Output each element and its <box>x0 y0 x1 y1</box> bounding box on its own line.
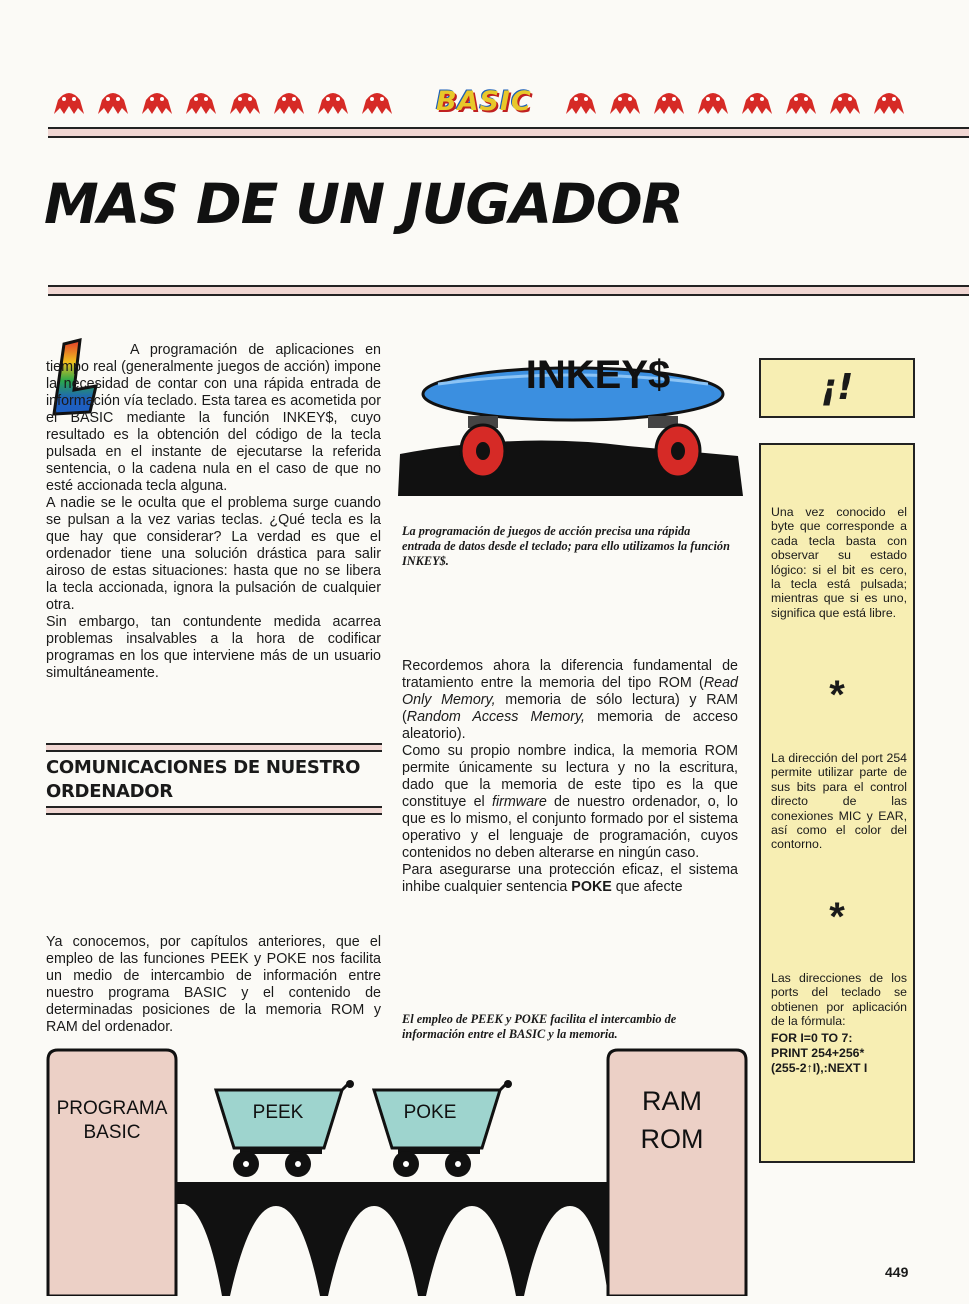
cart-peek-label: PEEK <box>252 1102 304 1123</box>
program-box <box>48 1050 176 1296</box>
text-run: que afecte <box>611 879 683 895</box>
section-rule-bottom <box>46 806 382 815</box>
space-invader-icon <box>562 86 600 116</box>
intro-paragraph-1: A programación de aplicaciones en tiempo real (generalmente juegos de acción) impone la necesidad de contar con una rápida entrada de información vía teclado. Esta tarea es acometida por el BASIC mediante la función INKEY$, cuyo resultado es la obtención del código de la tecla pulsada en el instante de ejecutarse la referida sentencia, o la cadena nula en el caso de que no esté accionada tecla alguna. <box>46 342 381 494</box>
inkey-caption: La programación de juegos de acción precisa una rápida entrada de datos desde el teclado; para ello utilizamos la función INKEY$. <box>402 524 730 568</box>
text-run: de nuestro ordenador, o, lo que es lo mismo, el conjunto formado por el sistema operativo y el lenguaje de programación, cuyos contenidos no deben alterarse en ningún caso. <box>402 794 738 861</box>
space-invader-icon <box>138 86 176 116</box>
text-run: Para asegurarse una protección eficaz, el sistema inhibe cualquier sentencia <box>402 862 738 895</box>
space-invader-icon <box>314 86 352 116</box>
space-invader-icon <box>782 86 820 116</box>
text-run: memoria de acceso aleatorio). <box>402 709 738 742</box>
asterisk-separator: * <box>829 895 845 939</box>
section-rule-top <box>46 743 382 752</box>
asterisk-separator: * <box>829 673 845 717</box>
space-invader-icon <box>270 86 308 116</box>
invader-row-left <box>50 86 396 120</box>
space-invader-icon <box>358 86 396 116</box>
space-invader-icon <box>870 86 908 116</box>
memory-box-line-2: ROM <box>640 1124 704 1154</box>
space-invader-icon <box>826 86 864 116</box>
text-run: Como su propio nombre indica, la memoria ROM permite únicamente su lectura y no la escritura, dado que la memoria de este tipo es la que constituye el <box>402 743 738 810</box>
title-rule <box>48 285 969 296</box>
memory-box-line-1: RAM <box>642 1086 702 1116</box>
sidebar-header: ¡! <box>759 358 915 418</box>
text-run-italic: Random Access Memory, <box>406 709 586 725</box>
intro-paragraph-3: Sin embargo, tan contundente medida acarrea problemas insalvables a la hora de codificar programas en los que interviene más de un usuario simultáneamente. <box>46 614 381 681</box>
page-number: 449 <box>885 1264 909 1280</box>
program-box-line-2: BASIC <box>83 1122 141 1143</box>
intro-text <box>46 342 381 682</box>
sidebar-formula-line-1: FOR I=0 TO 7: <box>771 1031 853 1045</box>
peek-poke-diagram <box>44 1046 748 1296</box>
sidebar-note-2: La dirección del port 254 permite utilizar parte de sus bits para el control directo de las conexiones MIC y EAR, así como el color del contorno. <box>771 751 907 852</box>
sidebar-formula-line-2: PRINT 254+256* <box>771 1046 865 1060</box>
page-title: MAS DE UN JUGADOR <box>44 172 683 236</box>
middle-paragraph-1 <box>402 658 738 743</box>
cart-poke-label: POKE <box>403 1102 457 1123</box>
middle-text <box>402 658 738 896</box>
middle-paragraph-3 <box>402 862 738 896</box>
sidebar-note-1: Una vez conocido el byte que corresponde a cada tecla basta con observar su estado lógico: si el bit es cero, la tecla está pulsada; mientras que si es uno, significa que está libre. <box>771 505 907 620</box>
sidebar-formula-line-3: (255-2↑I),:NEXT I <box>771 1061 868 1075</box>
space-invader-icon <box>606 86 644 116</box>
inkey-skateboard-figure <box>398 336 743 496</box>
section-heading-line-2: ORDENADOR <box>46 781 173 802</box>
space-invader-icon <box>226 86 264 116</box>
program-box-line-1: PROGRAMA <box>56 1098 168 1119</box>
space-invader-icon <box>650 86 688 116</box>
text-run-italic: Read Only Memory, <box>402 675 738 708</box>
space-invader-icon <box>738 86 776 116</box>
text-run-bold: POKE <box>571 879 612 895</box>
space-invader-icon <box>182 86 220 116</box>
section-text <box>46 934 381 1036</box>
space-invader-icon <box>50 86 88 116</box>
section-paragraph-1: Ya conocemos, por capítulos anteriores, que el empleo de las funciones PEEK y POKE nos facilita un medio de intercambio de información entre nuestro programa BASIC y el contenido de determinadas posiciones de la memoria ROM y RAM del ordenador. <box>46 934 381 1035</box>
invader-row-right <box>562 86 908 120</box>
space-invader-icon <box>94 86 132 116</box>
inkey-label: INKEY$ <box>525 353 671 397</box>
text-run: Recordemos ahora la diferencia fundamental de tratamiento entre la memoria del tipo ROM ( <box>402 658 738 691</box>
intro-paragraph-2: A nadie se le oculta que el problema surge cuando se pulsan a la vez varias teclas. ¿Qué tecla es la que hay que considerar? La verdad es que el ordenador tiene una solución drástica para salir airoso de estas situaciones: hasta que no se libera la tecla accionada, ignora la pulsación de cualquier otra. <box>46 495 381 613</box>
sidebar-note-3: Las direcciones de los ports del teclado se obtienen por aplicación de la fórmula: <box>771 971 907 1029</box>
section-heading <box>46 756 360 804</box>
middle-paragraph-2 <box>402 743 738 862</box>
basic-logo: BASIC <box>436 86 532 117</box>
header-rule <box>48 127 969 138</box>
space-invader-icon <box>694 86 732 116</box>
section-heading-line-1: COMUNICACIONES DE NUESTRO <box>46 757 361 778</box>
text-run: memoria de sólo lectura) y RAM ( <box>402 692 738 725</box>
text-run-italic: firmware <box>491 794 547 810</box>
sidebar-notes <box>759 443 915 1163</box>
peek-poke-caption: El empleo de PEEK y POKE facilita el intercambio de información entre el BASIC y la memoria. <box>402 1012 677 1041</box>
